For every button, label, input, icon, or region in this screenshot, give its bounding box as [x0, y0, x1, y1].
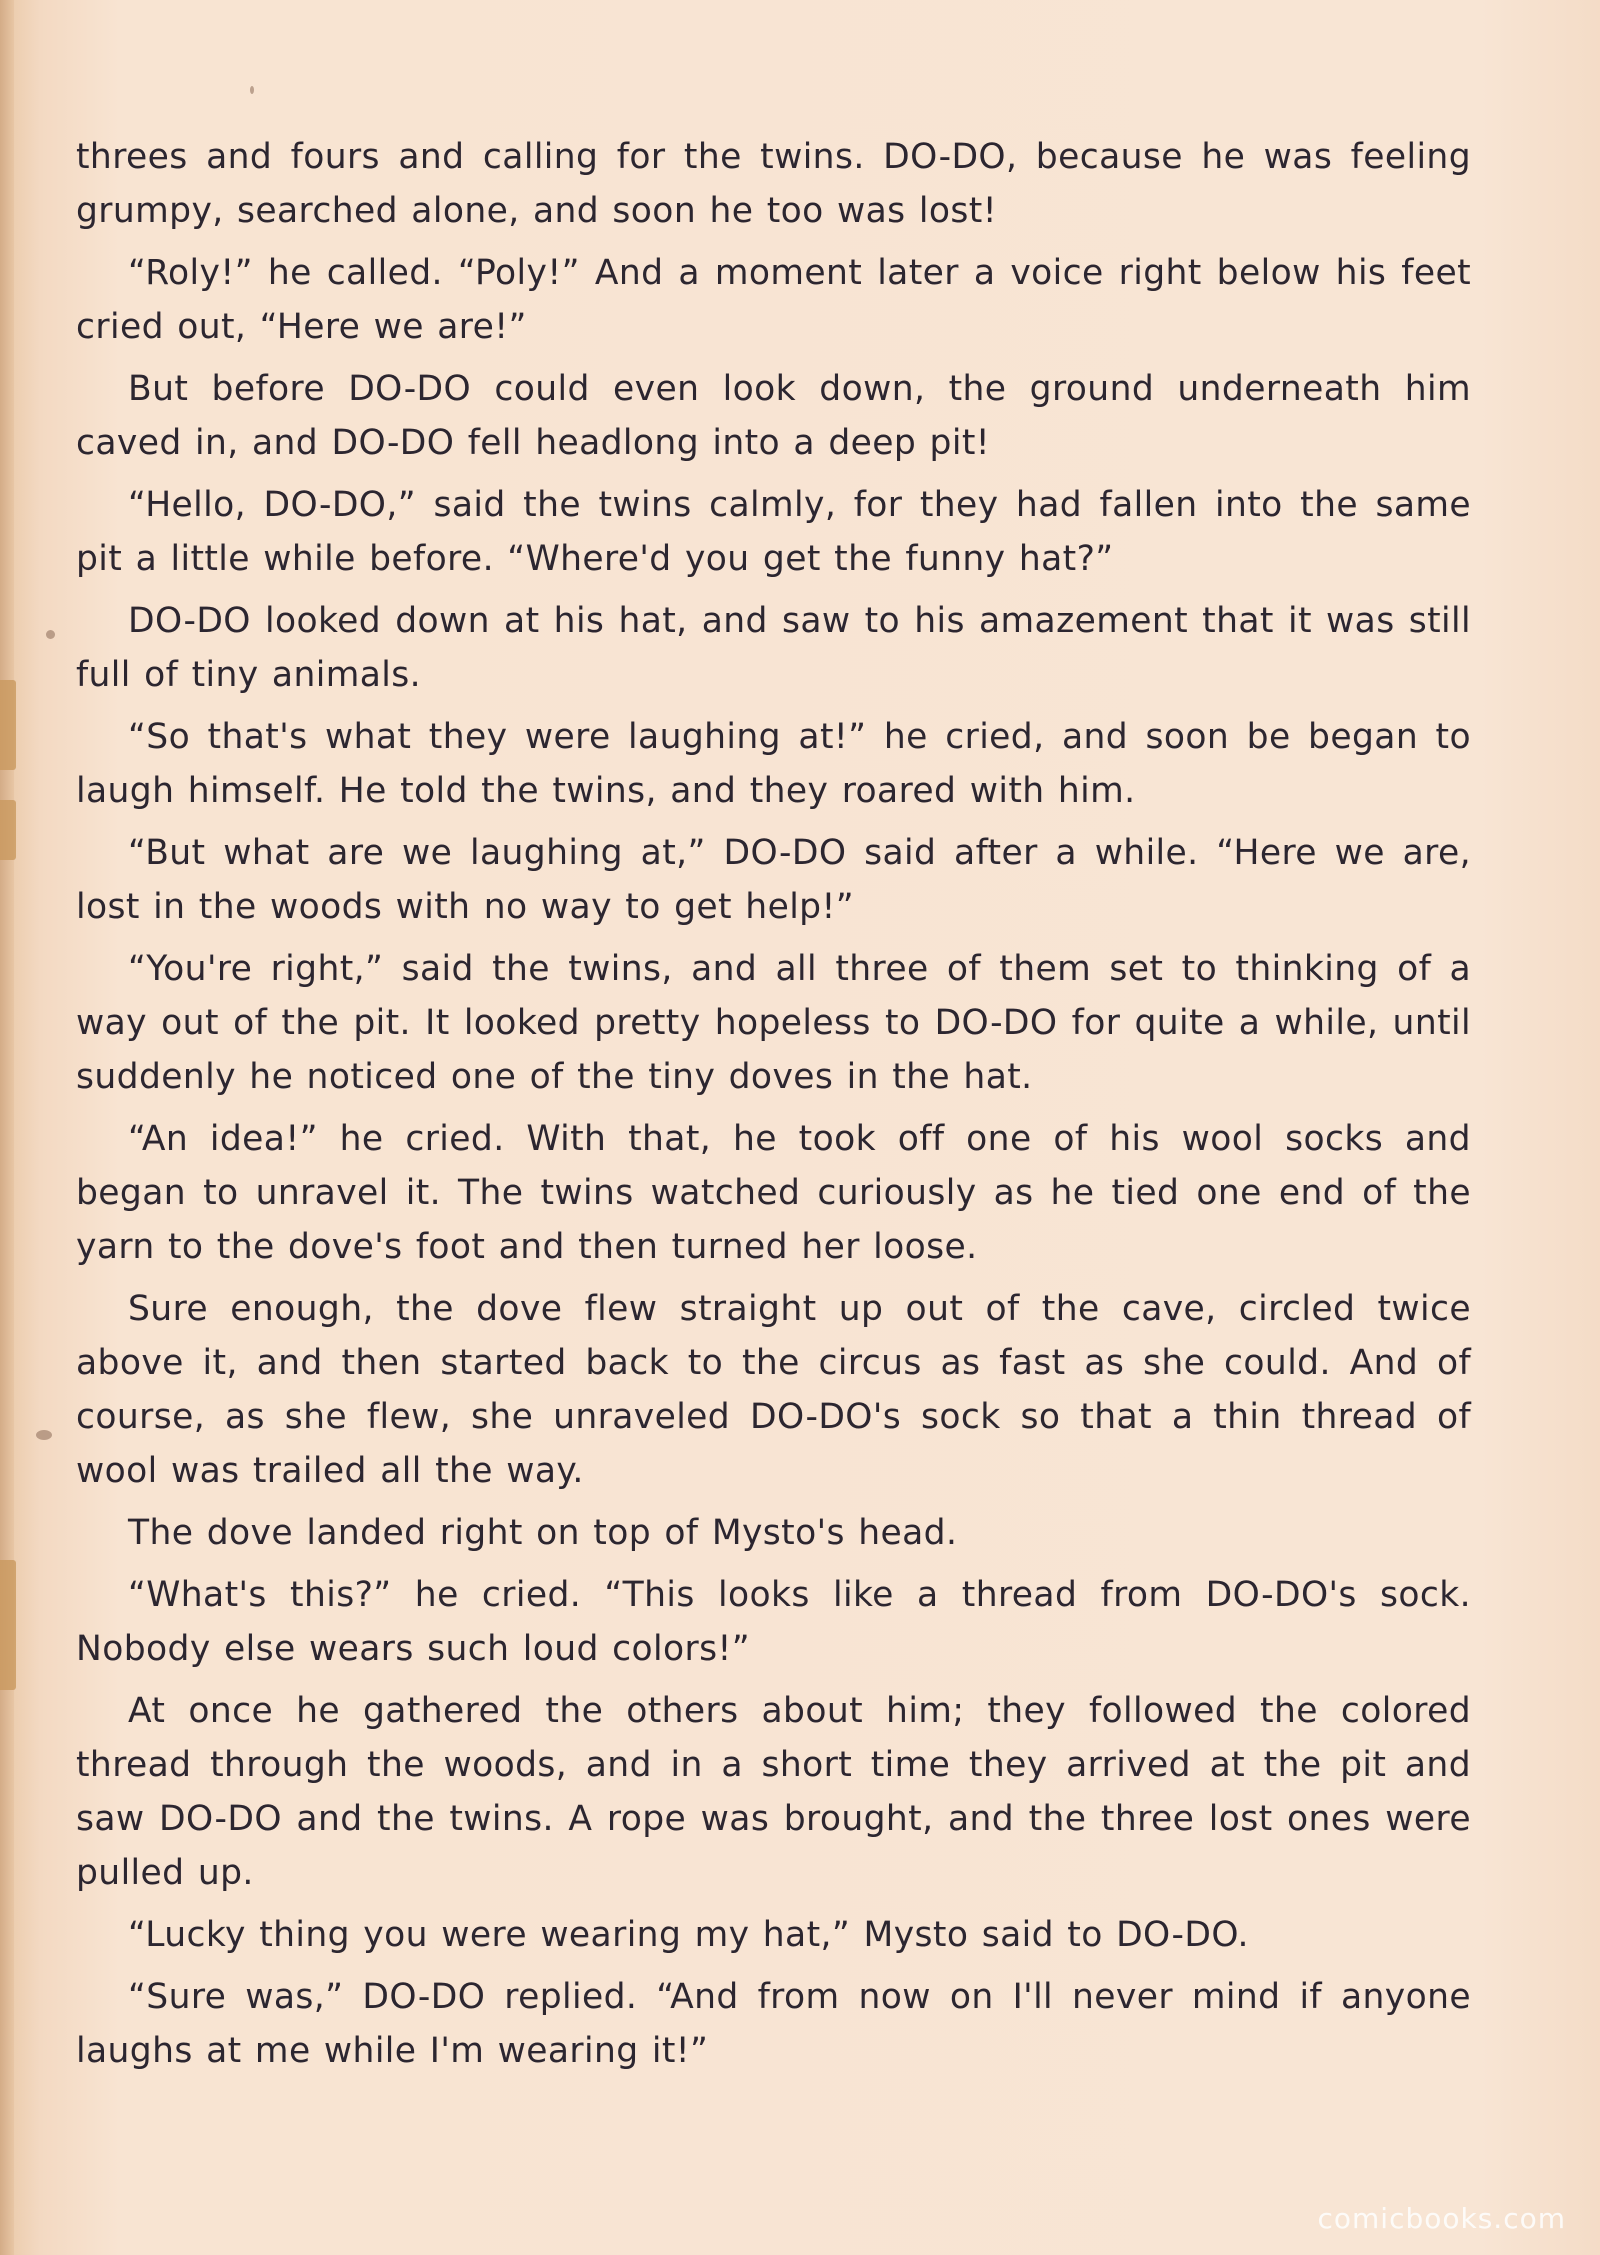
paper-speck [250, 86, 254, 94]
spine-tape-mark [0, 800, 16, 860]
story-paragraph: “An idea!” he cried. With that, he took off one of his wool socks and began to unravel it. The twins watched curiously as he tied one end of the yarn to the dove's foot and then turned her loose. [76, 1119, 1471, 1267]
paper-speck [36, 1430, 52, 1440]
site-watermark: comicbooks.com [1317, 2202, 1566, 2235]
story-paragraph: “Roly!” he called. “Poly!” And a moment later a voice right below his feet cried out, “Here we are!” [76, 253, 1471, 347]
story-paragraph: But before DO-DO could even look down, the ground underneath him caved in, and DO-DO fell headlong into a deep pit! [76, 369, 1471, 463]
spine-tape-mark [0, 680, 16, 770]
story-paragraph: “Sure was,” DO-DO replied. “And from now on I'll never mind if anyone laughs at me while I'm wearing it!” [76, 1977, 1471, 2071]
story-paragraph: The dove landed right on top of Mysto's head. [128, 1513, 958, 1553]
story-paragraph: threes and fours and calling for the twins. DO-DO, because he was feeling grumpy, searched alone, and soon he too was lost! [76, 137, 1471, 231]
story-text-column [76, 130, 1471, 2086]
paper-speck [46, 630, 55, 639]
story-paragraph: “So that's what they were laughing at!” he cried, and soon be began to laugh himself. He told the twins, and they roared with him. [76, 717, 1471, 811]
story-paragraph: “You're right,” said the twins, and all three of them set to thinking of a way out of the pit. It looked pretty hopeless to DO-DO for quite a while, until suddenly he noticed one of the tiny doves in the hat. [76, 949, 1471, 1097]
story-paragraph: “Lucky thing you were wearing my hat,” Mysto said to DO-DO. [128, 1915, 1249, 1955]
spine-tape-mark [0, 1560, 16, 1690]
story-paragraph: “But what are we laughing at,” DO-DO said after a while. “Here we are, lost in the woods with no way to get help!” [76, 833, 1471, 927]
story-paragraph: “Hello, DO-DO,” said the twins calmly, for they had fallen into the same pit a little while before. “Where'd you get the funny hat?” [76, 485, 1471, 579]
story-paragraph: At once he gathered the others about him; they followed the colored thread through the woods, and in a short time they arrived at the pit and saw DO-DO and the twins. A rope was brought, and the three lost ones were pulled up. [76, 1691, 1471, 1893]
story-paragraph: DO-DO looked down at his hat, and saw to his amazement that it was still full of tiny animals. [76, 601, 1471, 695]
story-paragraph: Sure enough, the dove flew straight up out of the cave, circled twice above it, and then started back to the circus as fast as she could. And of course, as she flew, she unraveled DO-DO's sock so that a thin thread of wool was trailed all the way. [76, 1289, 1471, 1491]
story-paragraph: “What's this?” he cried. “This looks like a thread from DO-DO's sock. Nobody else wears such loud colors!” [76, 1575, 1471, 1669]
